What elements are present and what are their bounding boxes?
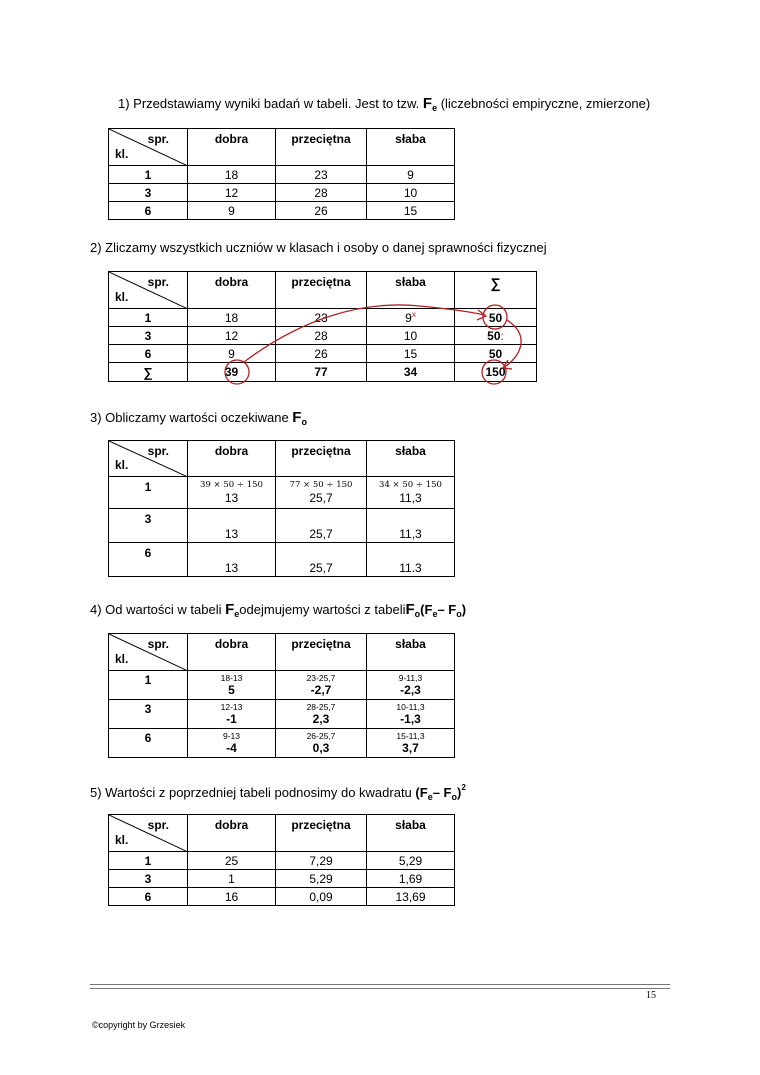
table-squares [108, 814, 455, 906]
annotation-arrow-curve-right [500, 320, 521, 368]
expression-text: 15-11,3 [396, 731, 425, 741]
cell [276, 477, 367, 509]
expression-text: 28-25,7 [306, 702, 336, 712]
row-label: 3 [109, 870, 188, 888]
col-header-dobra: dobra [188, 634, 276, 671]
cell: 13,69 [367, 888, 455, 906]
table-row [109, 509, 455, 543]
fe-symbol: $F_e$ [225, 601, 240, 619]
col-header-przecietna: przeciętna [276, 441, 367, 477]
annotation-colon-mark: : [500, 328, 504, 343]
col-header-slaba: słaba [367, 272, 455, 309]
row-label-sum: ∑ [109, 363, 188, 382]
step3-text: 3) Obliczamy wartości oczekiwane [90, 410, 293, 425]
spr-label: spr. [147, 275, 169, 289]
spr-label: spr. [147, 818, 169, 832]
cell: 15 [367, 345, 455, 363]
annotation-circle-39 [225, 360, 249, 384]
col-header-sum: ∑ [455, 272, 537, 309]
cell: 1,69 [367, 870, 455, 888]
cell: 5,29 [276, 870, 367, 888]
table-differences [108, 633, 455, 758]
expression-text: 18-13 [220, 673, 243, 683]
kl-label: kl. [115, 458, 129, 472]
cell: 25 [188, 852, 276, 870]
cell: 9 [367, 166, 455, 184]
cell: 12 [188, 327, 276, 345]
row-label: 6 [109, 543, 188, 577]
cell: 23 [276, 309, 367, 327]
kl-label: kl. [115, 652, 129, 666]
step3-heading [90, 409, 307, 427]
row-label: 6 [109, 729, 188, 758]
formula-text: 34 × 50 ÷ 150 [379, 480, 442, 490]
kl-label: kl. [115, 833, 129, 847]
result-value: 2,3 [312, 712, 330, 726]
cell: 18 [188, 166, 276, 184]
result-value: -1,3 [400, 712, 421, 726]
result-value: -4 [226, 741, 237, 755]
result-value: 5 [228, 683, 235, 697]
result-value: -2,3 [400, 683, 421, 697]
table-row [109, 888, 455, 906]
fe-symbol: $F_e$ [422, 95, 438, 113]
expression-text: 9-13 [222, 731, 240, 741]
row-label: 1 [109, 309, 188, 327]
cell: 28 [276, 184, 367, 202]
row-label: 6 [109, 202, 188, 220]
table-row [109, 477, 455, 509]
cell [188, 477, 276, 509]
step4-text-b: odejmujemy wartości z tabeli [239, 602, 406, 617]
step5-heading [90, 783, 466, 802]
cell [188, 671, 276, 700]
expression-text: 26-25,7 [306, 731, 336, 741]
cell: 7,29 [276, 852, 367, 870]
cell: 13 [188, 509, 276, 543]
col-header-slaba: słaba [367, 441, 455, 477]
cell-row-sum: 50 [455, 345, 537, 363]
result-value: 3,7 [402, 741, 419, 755]
cell-value: 11,3 [399, 491, 422, 505]
col-header-slaba: słaba [367, 815, 455, 852]
cell-col-sum: 39 [188, 363, 276, 382]
cell: 26 [276, 202, 367, 220]
cell [367, 477, 455, 509]
cell-col-sum: 34 [367, 363, 455, 382]
result-value: -2,7 [310, 683, 332, 697]
step5-text: 5) Wartości z poprzedniej tabeli podnosimy do kwadratu [90, 785, 416, 800]
cell: 16 [188, 888, 276, 906]
cell [276, 700, 367, 729]
cell-grand-total: 150 [455, 363, 537, 382]
corner-cell [109, 634, 188, 671]
annotation-circle-50 [483, 305, 507, 329]
cell: 28 [276, 327, 367, 345]
row-label: 3 [109, 509, 188, 543]
spr-label: spr. [147, 132, 169, 146]
row-label: 3 [109, 327, 188, 345]
cell: 10 [367, 184, 455, 202]
cell [188, 700, 276, 729]
col-header-slaba: słaba [367, 634, 455, 671]
cell: 18 [188, 309, 276, 327]
fo-symbol: $F_o$ [292, 409, 307, 427]
corner-cell [109, 815, 188, 852]
cell: 12 [188, 184, 276, 202]
difference-formula: ($F_e-$ $F_o$) [420, 602, 467, 619]
result-value: -1 [226, 712, 237, 726]
cell-value: 25,7 [309, 491, 333, 505]
cell: 10 [367, 327, 455, 345]
row-label: 3 [109, 700, 188, 729]
cell: 9 [188, 345, 276, 363]
cell: 11,3 [367, 509, 455, 543]
page-number: 15 [646, 990, 656, 1001]
step2-heading: 2) Zliczamy wszystkich uczniów w klasach i osoby o danej sprawności fizycznej [90, 240, 547, 255]
col-header-przecietna: przeciętna [276, 129, 367, 166]
cell: 25,7 [276, 543, 367, 577]
cell [367, 671, 455, 700]
cell-col-sum: 77 [276, 363, 367, 382]
cell [188, 729, 276, 758]
copyright-text: ©copyright by Grzesiek [92, 1020, 186, 1030]
cell-value: 13 [224, 491, 239, 505]
row-label: 6 [109, 888, 188, 906]
row-label: 6 [109, 345, 188, 363]
row-label: 1 [109, 166, 188, 184]
expression-text: 9-11,3 [398, 673, 423, 683]
col-header-przecietna: przeciętna [276, 634, 367, 671]
cell: 25,7 [276, 509, 367, 543]
annotation-arrow-curve-top [244, 305, 484, 362]
annotation-x-mark: x [411, 310, 416, 319]
cell: 15 [367, 202, 455, 220]
squared-formula: ($F_e-$ $F_o)^2$ [415, 783, 466, 802]
cell: 1 [188, 870, 276, 888]
col-header-slaba: słaba [367, 129, 455, 166]
cell: 13 [188, 543, 276, 577]
expression-text: 10-11,3 [396, 702, 425, 712]
spr-label: spr. [147, 637, 169, 651]
cell-row-sum: 50 [455, 309, 537, 327]
step1-text: 1) Przedstawiamy wyniki badań w tabeli. Jest to tzw. [118, 96, 423, 111]
table-row [109, 671, 455, 700]
cell: 11.3 [367, 543, 455, 577]
col-header-dobra: dobra [188, 441, 276, 477]
formula-text: 39 × 50 ÷ 150 [200, 480, 263, 490]
cell: 5,29 [367, 852, 455, 870]
cell: 9$^x$ [367, 309, 455, 327]
col-header-dobra: dobra [188, 129, 276, 166]
spr-label: spr. [147, 444, 169, 458]
cell [367, 700, 455, 729]
table-row [109, 870, 455, 888]
row-label: 1 [109, 477, 188, 509]
col-header-dobra: dobra [188, 272, 276, 309]
result-value: 0,3 [312, 741, 330, 755]
col-header-przecietna: przeciętna [276, 815, 367, 852]
step4-heading [90, 601, 466, 619]
table-row [109, 700, 455, 729]
cell: 0,09 [276, 888, 367, 906]
formula-text: 77 × 50 ÷ 150 [289, 480, 353, 490]
cell: 9 [188, 202, 276, 220]
expression-text: 23-25,7 [306, 673, 336, 683]
kl-label: kl. [115, 290, 129, 304]
expression-text: 12-13 [220, 702, 243, 712]
table-row [109, 729, 455, 758]
table-row [109, 852, 455, 870]
cell [276, 729, 367, 758]
step1-text-after: (liczebności empiryczne, zmierzone) [437, 96, 651, 111]
cell: 26 [276, 345, 367, 363]
row-label: 3 [109, 184, 188, 202]
cell: 23 [276, 166, 367, 184]
annotation-circle-150 [482, 360, 506, 384]
corner-cell [109, 441, 188, 477]
table-row [109, 543, 455, 577]
step4-text-a: 4) Od wartości w tabeli [90, 602, 226, 617]
row-label: 1 [109, 852, 188, 870]
cell [367, 729, 455, 758]
table-expected [108, 440, 455, 577]
fo-symbol: $F_o$ [405, 601, 421, 619]
row-label: 1 [109, 671, 188, 700]
footer-divider [90, 984, 670, 989]
cell-row-sum: 50: [455, 327, 537, 345]
col-header-dobra: dobra [188, 815, 276, 852]
kl-label: kl. [115, 147, 129, 161]
cell [276, 671, 367, 700]
col-header-przecietna: przeciętna [276, 272, 367, 309]
